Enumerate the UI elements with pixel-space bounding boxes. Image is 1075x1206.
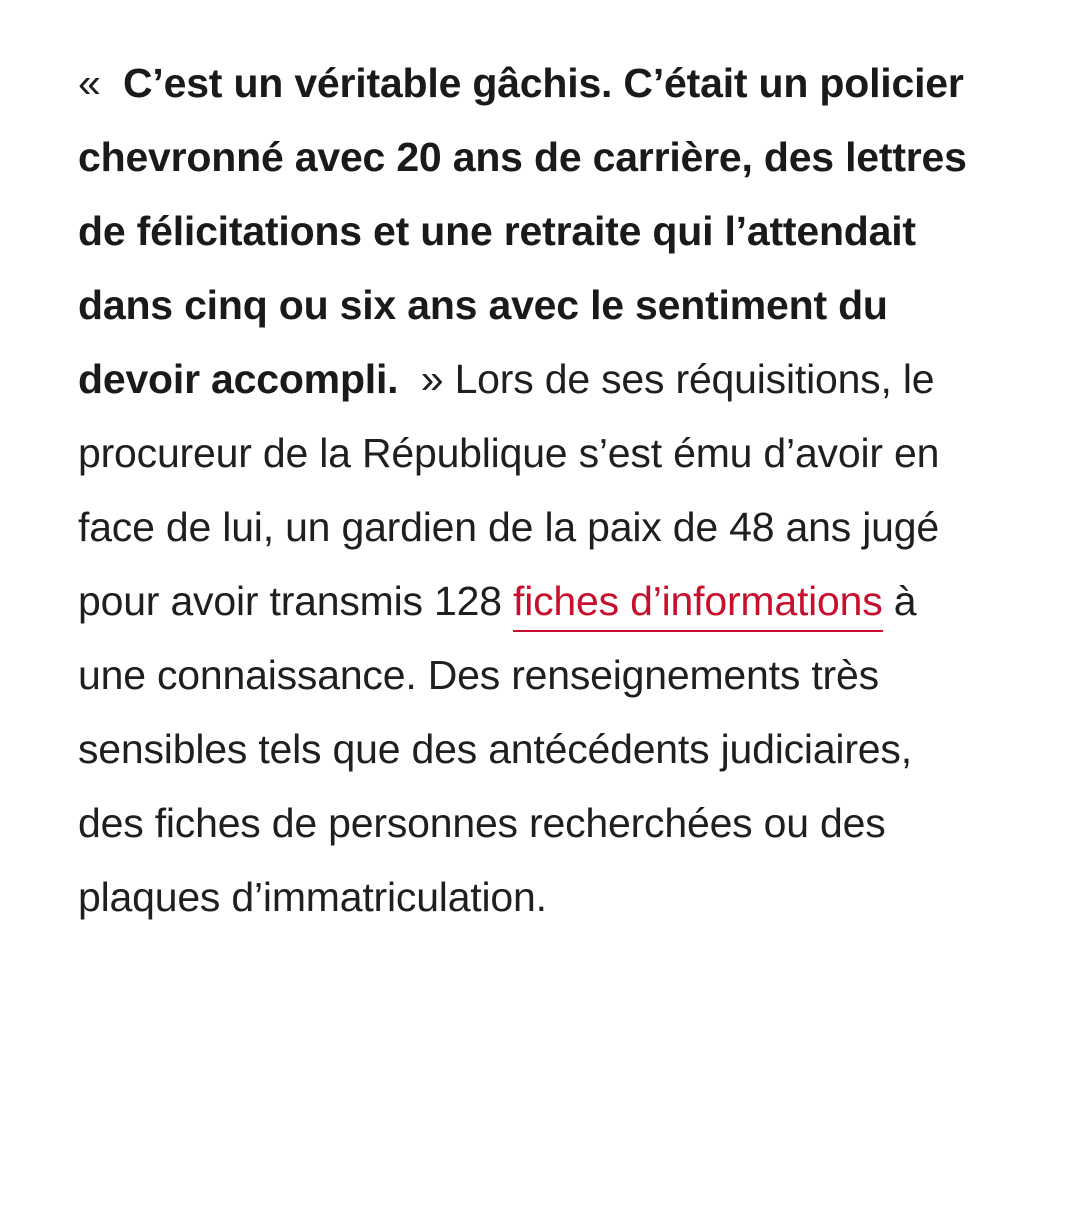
open-quote-mark: « xyxy=(78,60,101,106)
text-before-link: Lors de ses réquisitions, le procureur de la République s’est ému d’avoir en face de lui, un gardien de la paix de 48 ans jugé pour avoir transmis 128 xyxy=(78,356,940,624)
article-paragraph xyxy=(78,46,978,934)
text-after-link: à une connaissance. Des renseignements très sensibles tels que des antécédents judiciaires, des fiches de personnes recherchées ou des plaques d’immatriculation. xyxy=(78,578,917,920)
close-quote-mark: » xyxy=(420,356,444,402)
fiches-informations-link[interactable]: fiches d’informations xyxy=(513,578,883,632)
article-body xyxy=(78,46,978,934)
quote-text: C’est un véritable gâchis. C’était un policier chevronné avec 20 ans de carrière, des lettres de félicitations et une retraite qui l’attendait dans cinq ou six ans avec le sentiment du devoir accompli. xyxy=(78,60,967,402)
